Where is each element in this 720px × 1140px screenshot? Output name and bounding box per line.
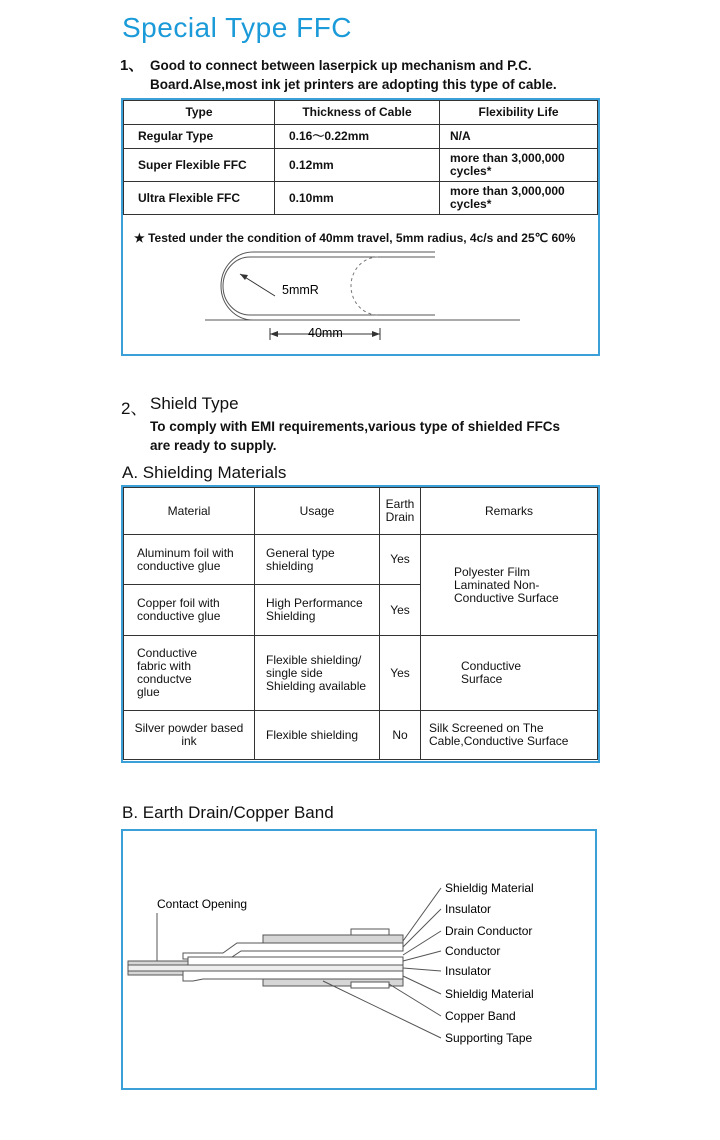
section1-number: 1、 bbox=[120, 57, 144, 74]
table-cell: Ultra Flexible FFC bbox=[124, 182, 275, 215]
table-cell: Aluminum foil with conductive glue bbox=[124, 535, 255, 585]
table-cell: 0.16～0.22mm bbox=[275, 125, 440, 149]
table-cell: Yes bbox=[380, 636, 421, 711]
table-cell: General type shielding bbox=[255, 535, 380, 585]
bend-radius-diagram bbox=[190, 244, 520, 348]
table-cell: 0.12mm bbox=[275, 149, 440, 182]
table-cell: Flexible shielding bbox=[255, 711, 380, 760]
travel-label: 40mm bbox=[308, 326, 343, 340]
table-cell: Regular Type bbox=[124, 125, 275, 149]
section1-text-line2: Board.Alse,most ink jet printers are adopting this type of cable. bbox=[150, 77, 557, 92]
table-header: Type bbox=[124, 101, 275, 125]
label-conductor: Conductor bbox=[445, 944, 501, 958]
table-cell: Copper foil with conductive glue bbox=[124, 585, 255, 636]
label-insulator-top: Insulator bbox=[445, 902, 492, 916]
label-shielding-material-bottom: Shieldig Material bbox=[445, 987, 534, 1001]
label-insulator-bottom: Insulator bbox=[445, 964, 492, 978]
table-header: Thickness of Cable bbox=[275, 101, 440, 125]
table-cell: High Performance Shielding bbox=[255, 585, 380, 636]
table-cell: Silk Screened on The Cable,Conductive Surface bbox=[421, 711, 598, 760]
test-condition-note: ★ Tested under the condition of 40mm travel, 5mm radius, 4c/s and 25℃ 60% bbox=[134, 231, 576, 245]
flexibility-table bbox=[123, 100, 598, 215]
earth-drain-diagram bbox=[123, 831, 595, 1088]
table-header: Usage bbox=[255, 488, 380, 535]
radius-label: 5mmR bbox=[282, 283, 319, 297]
table-cell: N/A bbox=[440, 125, 598, 149]
section2-heading: Shield Type bbox=[150, 394, 239, 413]
label-drain-conductor: Drain Conductor bbox=[445, 924, 533, 938]
table-cell: Conductive fabric with conductve glue bbox=[124, 636, 255, 711]
table-header: Material bbox=[124, 488, 255, 535]
shielding-materials-heading: A. Shielding Materials bbox=[122, 463, 287, 482]
table-cell: Yes bbox=[380, 535, 421, 585]
section2-number: 2、 bbox=[121, 399, 148, 418]
label-supporting-tape: Supporting Tape bbox=[445, 1031, 533, 1045]
table-cell: Flexible shielding/ single side Shielding available bbox=[255, 636, 380, 711]
table-cell: Silver powder based ink bbox=[124, 711, 255, 760]
section2-text-line2: are ready to supply. bbox=[150, 438, 277, 453]
shielding-materials-table bbox=[123, 487, 598, 760]
table-cell: Polyester Film Laminated Non-Conductive Surface bbox=[421, 535, 598, 636]
table-header: Earth Drain bbox=[380, 488, 421, 535]
earth-drain-heading: B. Earth Drain/Copper Band bbox=[122, 803, 334, 822]
label-shielding-material-top: Shieldig Material bbox=[445, 881, 534, 895]
table-header: Remarks bbox=[421, 488, 598, 535]
label-copper-band: Copper Band bbox=[445, 1009, 516, 1023]
table-cell: more than 3,000,000 cycles* bbox=[440, 149, 598, 182]
table-cell: Yes bbox=[380, 585, 421, 636]
table-header: Flexibility Life bbox=[440, 101, 598, 125]
table-cell: No bbox=[380, 711, 421, 760]
table-cell: 0.10mm bbox=[275, 182, 440, 215]
table-cell: Conductive Surface bbox=[421, 636, 598, 711]
table-cell: Super Flexible FFC bbox=[124, 149, 275, 182]
contact-opening-label: Contact Opening bbox=[157, 897, 248, 911]
page-title: Special Type FFC bbox=[122, 12, 353, 43]
section2-text-line1: To comply with EMI requirements,various type of shielded FFCs bbox=[150, 419, 561, 434]
table-cell: more than 3,000,000 cycles* bbox=[440, 182, 598, 215]
section1-text-line1: Good to connect between laserpick up mechanism and P.C. bbox=[150, 58, 532, 73]
